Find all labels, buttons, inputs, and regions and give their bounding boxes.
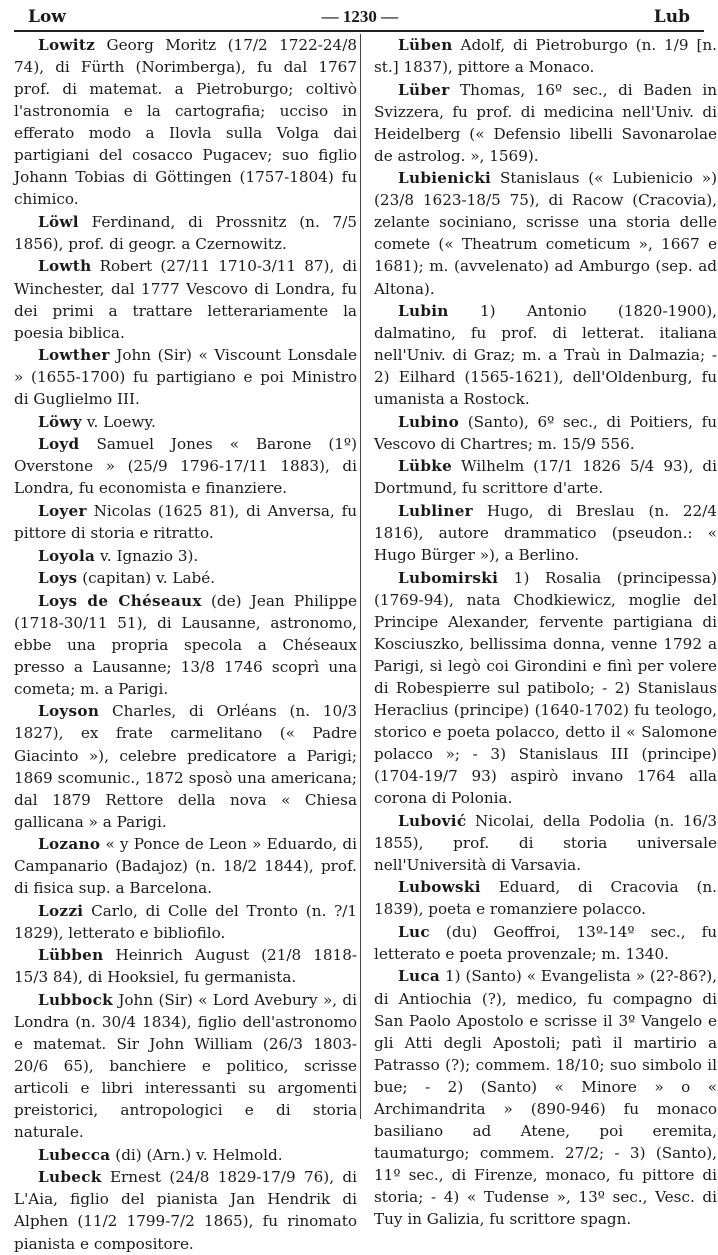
- entry: [14, 411, 357, 433]
- entry-headword: Lubomirski: [398, 568, 499, 587]
- entry-text: Thomas, 16º sec., di Baden in Svizzera, fu prof. di medicina nell'Univ. di Heidelberg (« Defensio libelli Savonarolae de astrolog. », 1569).: [374, 80, 718, 165]
- entry-headword: Lubin: [398, 302, 449, 321]
- entry: [374, 167, 717, 299]
- entry-headword: Löwy: [38, 412, 82, 431]
- entry: [374, 876, 717, 920]
- entry-text: (capitan) v. Labé.: [82, 569, 216, 588]
- entry-text: Wilhelm (17/1 1826 5/4 93), di Dortmund, fu scrittore d'arte.: [374, 457, 717, 498]
- entry-text: 1) (Santo) « Evangelista » (2?-86?), di Antiochia (?), medico, fu compagno di San Paolo Apostolo e scrisse il 3º Vangelo e gli Atti degli Apostoli; patì il martirio a Patrasso (?); commem. 18/10; suo simbolo il bue; - 2) (Santo) « Minore » o « Archimandrita » (890-946) fu monaco basiliano ad Atene, poi eremita, taumaturgo; commem. 27/2; - 3) (Santo), 11º sec., di Firenze, monaco, fu pittore di storia; - 4) « Tudense », 13º sec., Vesc. di Tuy in Galizia, fu scrittore spagn.: [374, 967, 717, 1228]
- entry-headword: Loys: [38, 569, 78, 588]
- entry-headword: Lowitz: [38, 36, 96, 54]
- entry-text: 1) Rosalia (principessa) (1769-94), nata Chodkiewicz, moglie del Principe Alexander, fervente partigiana di Kosciuszko, bellissima donna, venne 1792 a Parigi, si legò coi Girondini e finì per volere di Robespierre sul patibolo; - 2) Stanislaus Heraclius (principe) (1640-1702) fu teologo, storico e poeta polacco, detto il « Salomone polacco »; - 3) Stanislaus III (principe) (1704-19/7 93) aspirò invano 1764 alla corona di Polonia.: [374, 568, 717, 808]
- entry-text: (du) Geoffroi, 13º-14º sec., fu letterato e poeta provenzale; m. 1340.: [374, 922, 718, 963]
- entry: [14, 833, 357, 899]
- entry: [374, 567, 717, 810]
- page-number: — 1230 —: [321, 7, 399, 26]
- entry-headword: Loyola: [38, 546, 96, 565]
- header-left-guideword: Low: [28, 7, 66, 27]
- entry-headword: Lubović: [398, 811, 467, 830]
- right-column: [374, 34, 717, 1231]
- entry-text: Ferdinand, di Prossnitz (n. 7/5 1856), prof. di geogr. a Czernowitz.: [14, 212, 358, 253]
- entry-headword: Loyer: [38, 501, 87, 520]
- entry: [374, 34, 717, 78]
- entry-headword: Löwl: [38, 212, 79, 231]
- entry: [14, 433, 357, 499]
- entry-headword: Lozzi: [38, 901, 84, 920]
- entry: [14, 211, 357, 255]
- entry: [14, 255, 357, 343]
- page-header: [28, 4, 690, 30]
- entry: [14, 989, 357, 1143]
- entry: [14, 34, 357, 210]
- entry: [374, 921, 717, 965]
- entry: [374, 455, 717, 499]
- entry: [374, 500, 717, 566]
- entry-headword: Lüber: [398, 80, 450, 99]
- entry: [14, 500, 357, 544]
- entry-text: John (Sir) « Viscount Lonsdale » (1655-1700) fu partigiano e poi Ministro di Guglielmo III.: [14, 346, 357, 409]
- entry-text: (di) (Arn.) v. Helmold.: [115, 1145, 283, 1164]
- entry-text: Stanislaus (« Lubienicio ») (23/8 1623-18/5 75), di Racow (Cracovia), zelante sociniano, scrisse una storia delle comete (« Theatrum cometicum », 1667 e 1681); m. (avvelenato) ad Amburgo (sep. ad Altona).: [374, 169, 717, 298]
- entry-headword: Lüben: [398, 36, 453, 54]
- entry: [374, 810, 717, 876]
- entry-headword: Lubowski: [398, 878, 481, 897]
- entry: [14, 1166, 357, 1254]
- entry-headword: Luca: [398, 967, 441, 986]
- header-rule: [14, 30, 704, 32]
- entry-text: Nicolai, della Podolia (n. 16/3 1855), prof. di storia universale nell'Università di Varsavia.: [374, 811, 717, 874]
- entry-text: Samuel Jones « Barone (1º) Overstone » (25/9 1796-17/11 1883), di Londra, fu economista e finanziere.: [14, 435, 357, 498]
- entry-headword: Lubbock: [38, 991, 113, 1010]
- entry-headword: Lubino: [398, 412, 460, 431]
- entry: [14, 567, 357, 589]
- left-column: [14, 34, 357, 1255]
- entry-text: Hugo, di Breslau (n. 22/4 1816), autore drammatico (pseudon.: « Hugo Bürger »), a Berlino.: [374, 501, 718, 565]
- entry-text: Eduard, di Cracovia (n. 1839), poeta e romanziere polacco.: [374, 878, 717, 919]
- entry: [14, 900, 357, 944]
- entry-text: Nicolas (1625 81), di Anversa, fu pittore di storia e ritratto.: [14, 501, 358, 543]
- entry-text: v. Loewy.: [86, 412, 156, 431]
- entry: [14, 590, 357, 700]
- entry-text: John (Sir) « Lord Avebury », di Londra (n. 30/4 1834), figlio dell'astronomo e matemat. Sir John William (26/3 1803-20/6 65), banchiere e politico, scrisse articoli e libri interessanti su argomenti preistorici, antropologici e di storia naturale.: [14, 991, 357, 1142]
- entry: [374, 965, 717, 1230]
- entry-text: (Santo), 6º sec., di Poitiers, fu Vescovo di Chartres; m. 15/9 556.: [374, 412, 718, 453]
- entry-text: v. Ignazio 3).: [100, 546, 199, 565]
- header-right-guideword: Lub: [653, 7, 690, 27]
- entry-headword: Lubeck: [38, 1168, 102, 1187]
- entry-headword: Lübke: [398, 457, 453, 476]
- entry-text: Adolf, di Pietroburgo (n. 1/9 [n. st.] 1837), pittore a Monaco.: [374, 36, 718, 77]
- entry-headword: Lowther: [38, 346, 110, 365]
- entry-text: Charles, di Orléans (n. 10/3 1827), ex frate carmelitano (« Padre Giacinto »), celebre predicatore a Parigi; 1869 scomunic., 1872 sposò una americana; dal 1879 Rettore della nova « Chiesa gallicana » a Parigi.: [14, 702, 358, 831]
- entry: [14, 1144, 357, 1166]
- column-divider: [360, 34, 361, 1119]
- entry-headword: Lowth: [38, 257, 92, 276]
- entry-text: Georg Moritz (17/2 1722-24/8 74), di Fürth (Norimberga), fu dal 1767 prof. di matemat. a Pietroburgo; coltivò l'astronomia e la cartografia; ucciso in efferato modo a Ilovla sulla Volga dai partigiani del cosacco Pugacev; suo figlio Johann Tobias di Göttingen (1757-1804) fu chimico.: [14, 36, 357, 209]
- entry: [374, 300, 717, 410]
- entry-text: Ernest (24/8 1829-17/9 76), di L'Aia, figlio del pianista Jan Hendrik di Alphen (11/2 1799-7/2 1865), fu rinomato pianista e compositore.: [14, 1168, 358, 1253]
- entry-headword: Loyd: [38, 435, 80, 454]
- entry: [14, 700, 357, 832]
- entry: [14, 545, 357, 567]
- entry-headword: Lübben: [38, 946, 104, 965]
- entry: [374, 79, 717, 167]
- entry-text: « y Ponce de Leon » Eduardo, di Campanario (Badajoz) (n. 18/2 1844), prof. di fisica sup. a Barcelona.: [14, 835, 358, 898]
- entry-headword: Lozano: [38, 835, 101, 854]
- entry-headword: Luc: [398, 922, 430, 941]
- entry-headword: Lubienicki: [398, 169, 492, 188]
- entry-text: Heinrich August (21/8 1818-15/3 84), di Hooksiel, fu germanista.: [14, 946, 357, 987]
- entry: [14, 944, 357, 988]
- entry-text: Carlo, di Colle del Tronto (n. ?/1 1829), letterato e bibliofilo.: [14, 901, 357, 942]
- entry-text: Robert (27/11 1710-3/11 87), di Winchester, dal 1777 Vescovo di Londra, fu dei primi a trattare letterariamente la poesia biblica.: [14, 257, 358, 342]
- entry-headword: Loyson: [38, 702, 100, 721]
- entry-text: (de) Jean Philippe (1718-30/11 51), di Lausanne, astronomo, ebbe una propria specola a Chéseaux presso a Lausanne; 13/8 1746 scoprì una cometa; m. a Parigi.: [14, 591, 357, 698]
- entry-headword: Lubecca: [38, 1145, 111, 1164]
- entry: [374, 411, 717, 455]
- entry-headword: Lubliner: [398, 501, 473, 520]
- entry: [14, 344, 357, 410]
- entry-headword: Loys de Chéseaux: [38, 591, 202, 610]
- entry-text: 1) Antonio (1820-1900), dalmatino, fu prof. di letterat. italiana nell'Univ. di Graz; m. a Traù in Dalmazia; - 2) Eilhard (1565-1621), dell'Oldenburg, fu umanista a Rostock.: [374, 302, 718, 409]
